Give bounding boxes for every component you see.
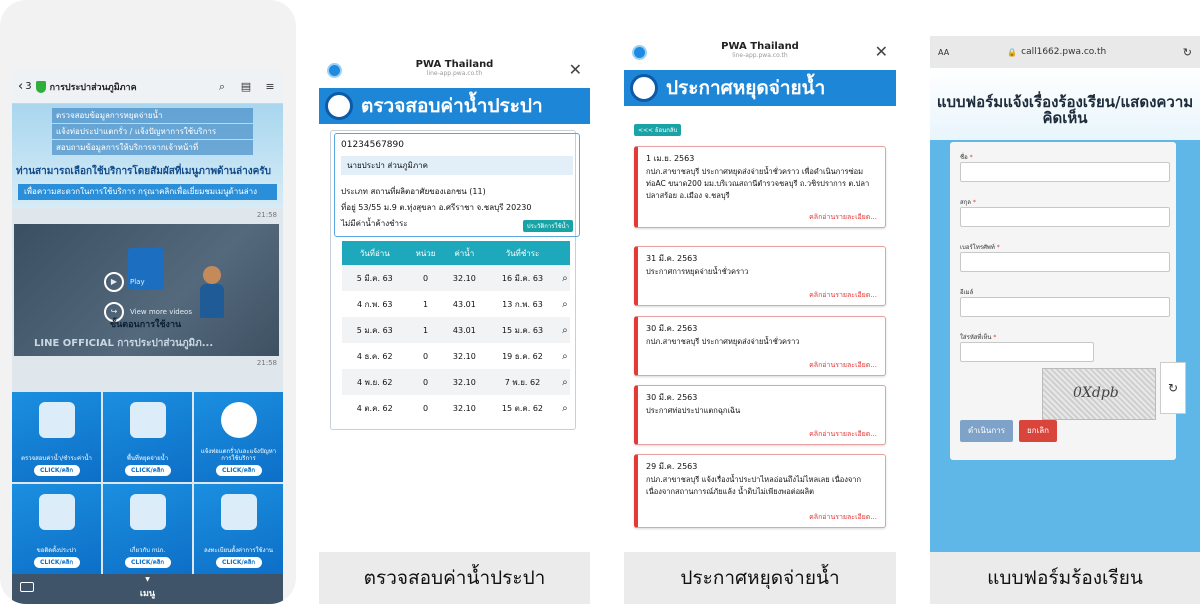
welcome-banner[interactable] (12, 104, 283, 208)
captcha-input[interactable] (960, 342, 1094, 362)
liff-url: line-app.pwa.co.th (732, 52, 788, 59)
chevron-down-icon[interactable]: ▼ (145, 576, 150, 583)
click-button[interactable]: CLICK/คลิก (125, 465, 171, 476)
search-icon[interactable]: ⌕ (562, 402, 568, 414)
chat-header (12, 70, 283, 104)
account-number: 01234567890 (341, 140, 404, 150)
register-icon (221, 494, 257, 530)
banner-line: สอบถามข้อมูลการให้บริการจากเจ้าหน้าที่ (52, 140, 253, 155)
customer-name: นายประปา ส่วนภูมิภาค (341, 156, 573, 175)
pwa-logo-icon (632, 45, 647, 60)
search-icon[interactable]: ⌕ (562, 350, 568, 362)
page-title: ตรวจสอบค่าน้ำประปา (361, 95, 543, 117)
rich-menu-item[interactable]: ขอติดตั้งประปา CLICK/คลิก (12, 484, 101, 574)
close-icon[interactable]: ✕ (874, 42, 888, 61)
liff-title: PWA Thailand (721, 41, 799, 52)
page-title-bar (319, 88, 590, 124)
read-more-link[interactable]: คลิกอ่านรายละเอียด... (809, 361, 877, 369)
email-input[interactable] (960, 297, 1170, 317)
bill-receipt-icon (39, 402, 75, 438)
notice-text: กปภ.สาขาชลบุรี ประกาศหยุดส่งจ่ายน้ำชั่วคราว (646, 337, 800, 346)
share-icon[interactable]: ↪ (104, 302, 124, 322)
line-chat-phone (0, 0, 296, 604)
notice-text: กปภ.สาขาชลบุรี แจ้งเรื่องน้ำประปาไหลอ่อนถึงไม่ไหลเลย เนื่องจากเนื่องจากสถานการณ์ภัยแล้ง น้ำดิบไม่เพียงพอต่อผลิต (646, 475, 862, 496)
click-button[interactable]: CLICK/คลิก (34, 465, 80, 476)
field-label: ชื่อ * (960, 154, 973, 161)
field-label: สกุล * (960, 199, 976, 206)
thailand-map-icon (130, 402, 166, 438)
customer-type: ประเภท สถานที่ผลิตอาศัยของเอกชน (11) (341, 187, 486, 196)
reload-icon[interactable]: ↻ (1182, 45, 1192, 59)
last-name-input[interactable] (960, 207, 1170, 227)
rich-menu-item[interactable]: ลงทะเบียนตั้งค่าการใช้งาน CLICK/คลิก (194, 484, 283, 574)
table-row: 5 มี.ค. 63 0 32.10 16 มี.ค. 63 ⌕ (342, 265, 570, 291)
notice-text: กปภ.สาขาชลบุรี ประกาศหยุดส่งจ่ายน้ำชั่วคราว เพื่อดำเนินการซ่อมท่อAC ขนาด200 มม.บริเวณสถานีตำรวจชลบุรี ถ.วชิรปราการ ต.ปลาปลาสร้อย อ.เมือง จ.ชลบุรี (646, 167, 870, 200)
wind-turbine-icon (130, 494, 166, 530)
submit-button[interactable]: ดำเนินการ (960, 420, 1013, 442)
usage-history-button[interactable]: ประวัติการใช้น้ำ (523, 220, 573, 232)
account-info (334, 133, 580, 237)
field-label: อีเมล์ (960, 289, 974, 296)
notice-date: 30 มี.ค. 2563 (646, 393, 698, 402)
column-header (560, 241, 570, 265)
phone-input[interactable] (960, 252, 1170, 272)
form-actions (960, 420, 1057, 442)
form-heading: แบบฟอร์มแจ้งเรื่องร้องเรียน/แสดงความคิดเห็น (930, 68, 1200, 140)
column-header: ค่าน้ำ (444, 241, 486, 265)
notice-text: ประกาศการหยุดจ่ายน้ำชั่วคราว (646, 267, 749, 276)
water-meter-icon (39, 494, 75, 530)
field-label: ใส่รหัสที่เห็น * (960, 334, 997, 341)
liff-header (319, 54, 590, 88)
column-header: หน่วย (407, 241, 443, 265)
caption-complaint-form: แบบฟอร์มร้องเรียน (930, 552, 1200, 604)
refresh-captcha-icon[interactable]: ↻ (1160, 362, 1186, 414)
page-title-bar (624, 70, 896, 106)
read-more-link[interactable]: คลิกอ่านรายละเอียด... (809, 513, 877, 521)
pwa-seal-icon (630, 74, 658, 102)
wrench-icon (221, 402, 257, 438)
video-watermark: LINE OFFICIAL การประปาส่วนภูมิภ... (34, 338, 214, 349)
video-subtitle: ขั้นตอนการใช้งาน (110, 320, 182, 330)
bill-card (330, 130, 576, 430)
notice-date: 31 มี.ค. 2563 (646, 254, 698, 263)
read-more-link[interactable]: คลิกอ่านรายละเอียด... (809, 430, 877, 438)
field-label: เบอร์โทรศัพท์ * (960, 244, 1000, 251)
search-icon[interactable]: ⌕ (562, 298, 568, 310)
column-header: วันที่ชำระ (485, 241, 560, 265)
water-outage-screen (624, 36, 896, 552)
captcha-image: 0Xdpb (1042, 368, 1156, 420)
liff-title: PWA Thailand (415, 59, 494, 70)
rich-menu (12, 392, 283, 574)
read-more-link[interactable]: คลิกอ่านรายละเอียด... (809, 213, 877, 221)
chat-title: การประปาส่วนภูมิภาค (49, 82, 137, 93)
complaint-form-screen (930, 36, 1200, 552)
pwa-seal-icon (325, 92, 353, 120)
notes-icon[interactable]: ▤ (240, 80, 252, 93)
first-name-input[interactable] (960, 162, 1170, 182)
search-icon[interactable]: ⌕ (218, 79, 226, 93)
water-bill-screen (319, 54, 590, 552)
verified-shield-icon (36, 81, 46, 93)
cancel-button[interactable]: ยกเลิก (1019, 420, 1057, 442)
notice-card[interactable] (634, 454, 886, 528)
bill-table (342, 241, 570, 421)
read-more-link[interactable]: คลิกอ่านรายละเอียด... (809, 291, 877, 299)
banner-headline: ท่านสามารถเลือกใช้บริการโดยสัมผัสที่เมนูภาพด้านล่างครับ (16, 166, 272, 177)
click-button[interactable]: CLICK/คลิก (216, 557, 262, 568)
caption-water-outage: ประกาศหยุดจ่ายน้ำ (624, 552, 896, 604)
banner-bar: เพื่อความสะดวกในการใช้บริการ กรุณาคลิกเพื่อเยี่ยมชมเมนูด้านล่าง (18, 184, 277, 200)
click-button[interactable]: CLICK/คลิก (125, 557, 171, 568)
back-button[interactable]: <<< ย้อนกลับ (634, 124, 681, 136)
search-icon[interactable]: ⌕ (560, 369, 570, 395)
liff-url: line-app.pwa.co.th (426, 70, 483, 77)
click-button[interactable]: CLICK/คลิก (34, 557, 80, 568)
video-message[interactable] (14, 224, 279, 356)
banner-line: แจ้งท่อประปาแตกรั่ว / แจ้งปัญหาการใช้บริการ (52, 124, 253, 139)
menu-toggle[interactable]: เมนู (139, 589, 156, 599)
back-icon[interactable]: ‹ (18, 79, 24, 94)
table-row: 4 ก.พ. 63 1 43.01 13 ก.พ. 63 ⌕ (342, 291, 570, 317)
message-time: 21:58 (256, 359, 277, 367)
click-button[interactable]: CLICK/คลิก (216, 465, 262, 476)
notice-card[interactable] (634, 146, 886, 228)
url-text: call1662.pwa.co.th (1021, 47, 1107, 57)
table-row: 5 ม.ค. 63 1 43.01 15 ม.ค. 63 ⌕ (342, 317, 570, 343)
table-row: 4 พ.ย. 62 0 32.10 7 พ.ย. 62 ⌕ (342, 369, 570, 395)
table-row: 4 ต.ค. 62 0 32.10 15 ต.ค. 62 ⌕ (342, 395, 570, 421)
notice-card[interactable] (634, 385, 886, 445)
rich-menu-item[interactable]: แจ้งท่อแตกรั่ว/และแจ้งปัญหาการใช้บริการ CLICK/คลิก (194, 392, 283, 482)
notice-card[interactable] (634, 246, 886, 306)
mascot-figure (200, 266, 224, 326)
notice-date: 29 มี.ค. 2563 (646, 462, 698, 471)
outstanding-status: ไม่มีค่าน้ำค้างชำระ (341, 219, 408, 228)
notice-card[interactable] (634, 316, 886, 376)
unread-count: 3 (25, 81, 32, 92)
lock-icon: 🔒 (1007, 47, 1018, 57)
banner-line: ตรวจสอบข้อมูลการหยุดจ่ายน้ำ (52, 108, 253, 123)
close-icon[interactable]: ✕ (568, 60, 582, 79)
rich-menu-item[interactable]: เกี่ยวกับ กปภ. CLICK/คลิก (103, 484, 192, 574)
chat-footer (12, 574, 283, 604)
pwa-logo-icon (327, 63, 342, 78)
caption-bill-check: ตรวจสอบค่าน้ำประปา (319, 552, 590, 604)
message-time: 21:58 (256, 211, 277, 219)
more-videos-label[interactable]: View more videos (130, 308, 192, 316)
customer-address: ที่อยู่ 53/55 ม.9 ต.ทุ่งสุขลา อ.ศรีราชา จ.ชลบุรี 20230 (341, 203, 532, 212)
search-icon[interactable]: ⌕ (560, 317, 570, 343)
search-icon[interactable]: ⌕ (560, 265, 570, 291)
rich-menu-item[interactable]: พื้นที่หยุดจ่ายน้ำ CLICK/คลิก (103, 392, 192, 482)
page-title: ประกาศหยุดจ่ายน้ำ (666, 77, 826, 99)
play-label: Play (130, 278, 145, 286)
rich-menu-item[interactable]: ตรวจสอบค่าน้ำ/ชำระค่าน้ำ CLICK/คลิก (12, 392, 101, 482)
play-icon[interactable]: ▶ (104, 272, 124, 292)
text-size-toggle[interactable]: AA (938, 47, 950, 57)
hamburger-menu-icon[interactable]: ≡ (265, 80, 275, 93)
browser-url-bar[interactable] (930, 36, 1200, 68)
notice-date: 30 มี.ค. 2563 (646, 324, 698, 333)
complaint-form (950, 142, 1176, 460)
notice-text: ประกาศท่อประปาแตกฉุกเฉิน (646, 406, 741, 415)
table-row: 4 ธ.ค. 62 0 32.10 19 ธ.ค. 62 ⌕ (342, 343, 570, 369)
liff-header (624, 36, 896, 70)
column-header: วันที่อ่าน (342, 241, 407, 265)
notice-date: 1 เม.ย. 2563 (646, 154, 695, 163)
